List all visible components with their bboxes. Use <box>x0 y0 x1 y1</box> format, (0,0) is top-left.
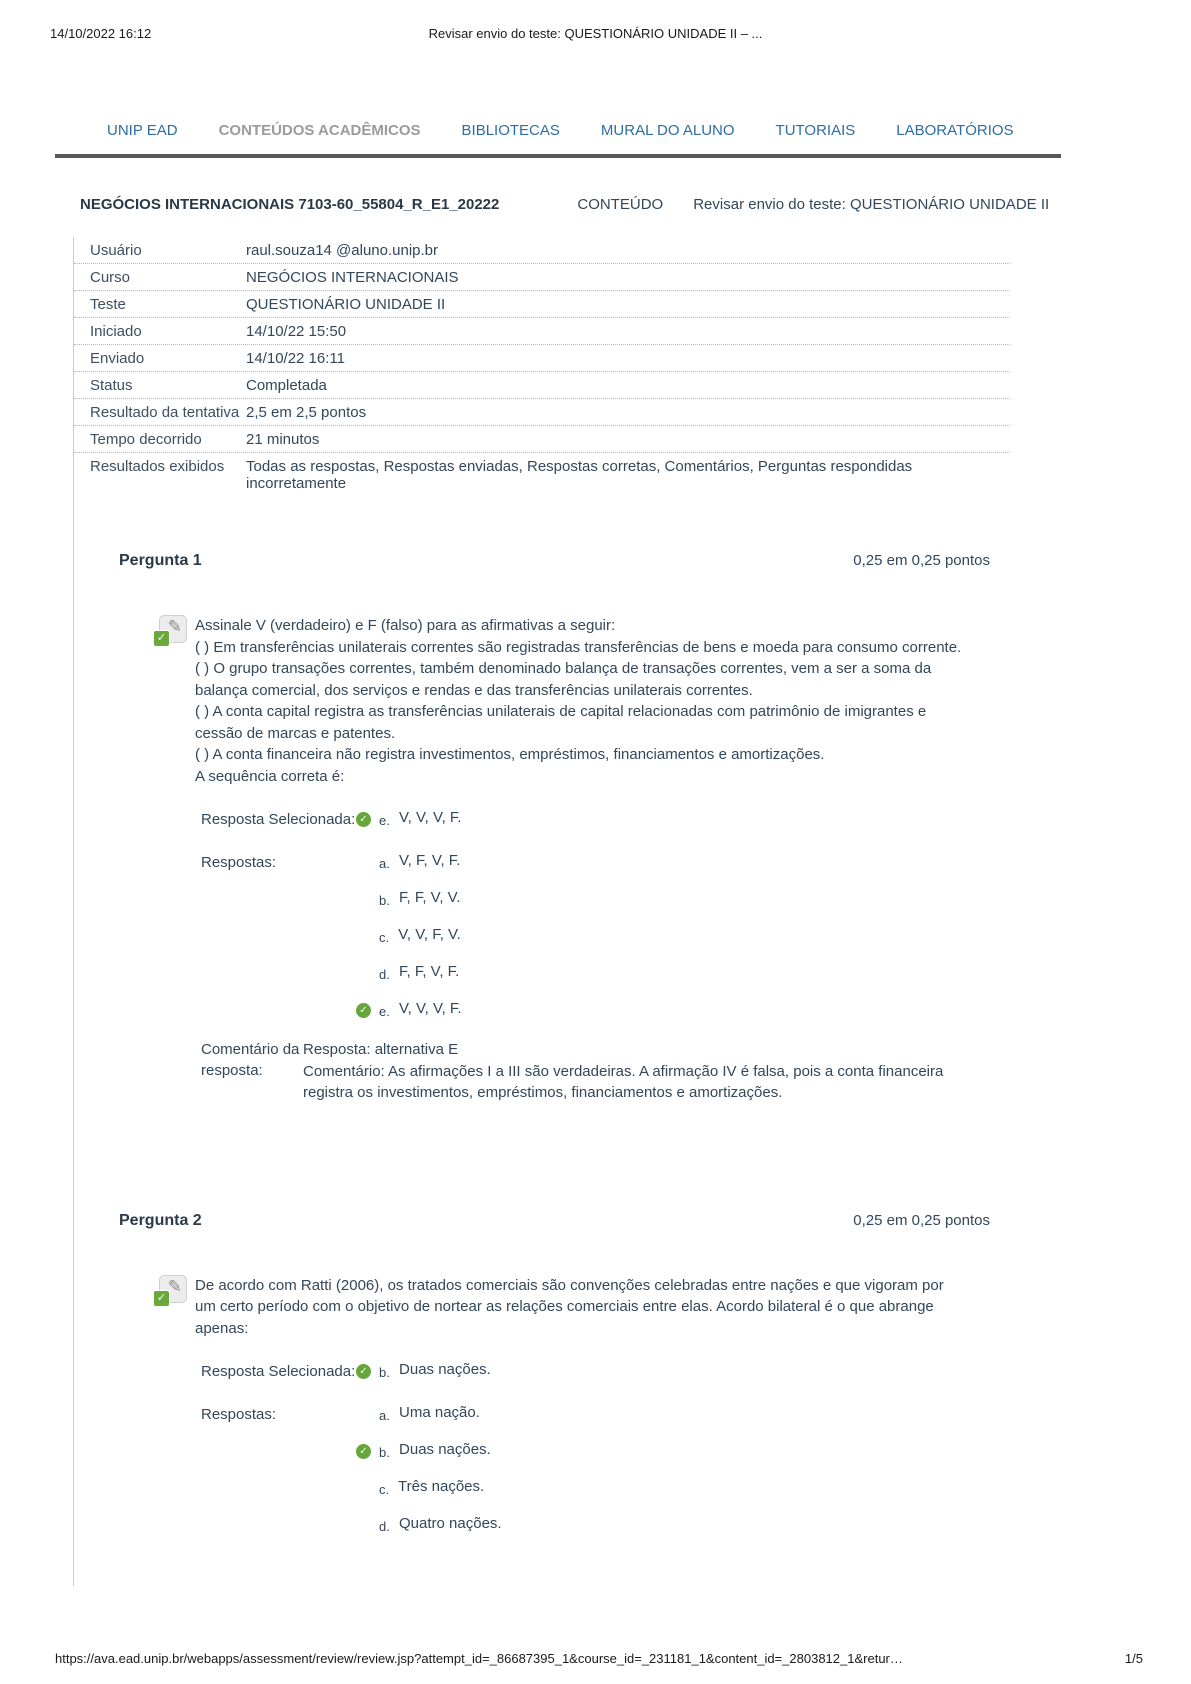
footer-url: https://ava.ead.unip.br/webapps/assessment/review/review.jsp?attempt_id=_86687395_1&course_id=_231181_1&content_id=_2803812_1&retur… <box>55 1651 903 1666</box>
answers-list <box>356 852 965 1037</box>
print-title: Revisar envio do teste: QUESTIONÁRIO UNIDADE II – ... <box>428 26 763 41</box>
nav-item-mural-do-aluno[interactable]: MURAL DO ALUNO <box>600 122 735 139</box>
table-row <box>74 318 1010 345</box>
nav-item-conteudos-academicos[interactable]: CONTEÚDOS ACADÊMICOS <box>218 122 421 139</box>
answer-text: F, F, V, F. <box>399 963 460 980</box>
info-value: 14/10/22 16:11 <box>246 350 345 367</box>
info-value: NEGÓCIOS INTERNACIONAIS <box>246 269 459 286</box>
info-value: raul.souza14 @aluno.unip.br <box>246 242 439 259</box>
info-label: Iniciado <box>90 323 142 340</box>
answer-letter: e. <box>379 1004 390 1019</box>
info-value: Todas as respostas, Respostas enviadas, Respostas corretas, Comentários, Perguntas respondidas incorretamente <box>246 458 913 492</box>
answer-letter: b. <box>379 893 390 908</box>
answers-list <box>356 1404 965 1552</box>
list-item <box>356 889 965 910</box>
info-value: 14/10/22 15:50 <box>246 323 347 340</box>
info-label: Resultados exibidos <box>90 458 225 475</box>
info-label: Resultado da tentativa <box>90 404 240 421</box>
question-points: 0,25 em 0,25 pontos <box>853 552 990 569</box>
info-label: Teste <box>90 296 126 313</box>
info-label: Curso <box>90 269 131 286</box>
question-title: Pergunta 2 <box>119 1211 202 1229</box>
list-item <box>356 963 965 984</box>
question-text-line: ( ) O grupo transações correntes, também denominado balança de transações correntes, vem a ser a soma da balança comercial, dos serviços e rendas e das transferências unilaterais correntes. <box>195 660 932 699</box>
selected-answer-label: Resposta Selecionada: <box>201 811 356 828</box>
list-item <box>356 1404 965 1425</box>
question-text-line: ( ) A conta financeira não registra investimentos, empréstimos, financiamentos e amortizações. <box>195 746 825 763</box>
info-label: Enviado <box>90 350 145 367</box>
nav-divider <box>55 154 1061 158</box>
answer-comment-row <box>74 1039 1010 1104</box>
question-title: Pergunta 1 <box>119 552 202 569</box>
question-type-icon <box>153 615 187 649</box>
question-text-line: De acordo com Ratti (2006), os tratados comerciais são convenções celebradas entre nações e que vigoram por um certo período com o objetivo de nortear as relações comerciais entre elas. Acordo bilateral é o que abrange apenas: <box>195 1276 944 1337</box>
answer-letter: a. <box>379 856 390 871</box>
main-content <box>73 237 1010 1586</box>
table-row <box>74 345 1010 372</box>
correct-badge-icon <box>153 630 170 647</box>
answer-text: V, V, V, F. <box>399 809 462 826</box>
table-row <box>74 426 1010 453</box>
question-2 <box>74 1212 1010 1553</box>
comment-line: Resposta: alternativa E <box>303 1041 459 1058</box>
answer-letter: a. <box>379 1408 390 1423</box>
correct-answer-icon <box>356 1444 371 1459</box>
nav-item-tutoriais[interactable]: TUTORIAIS <box>775 122 856 139</box>
footer-page-number: 1/5 <box>1124 1651 1143 1666</box>
info-value: Completada <box>246 377 327 394</box>
attempt-info-table <box>74 237 1010 496</box>
nav-item-unip-ead[interactable]: UNIP EAD <box>107 122 178 139</box>
question-text <box>195 1275 965 1340</box>
breadcrumb-course[interactable]: NEGÓCIOS INTERNACIONAIS 7103-60_55804_R_E1_20222 <box>80 196 500 213</box>
selected-answer-row <box>74 1361 1010 1398</box>
answers-row <box>74 1404 1010 1552</box>
table-row <box>74 264 1010 291</box>
list-item <box>356 926 965 947</box>
print-datetime: 14/10/2022 16:12 <box>50 26 152 41</box>
answer-letter: e. <box>379 813 390 828</box>
info-value: QUESTIONÁRIO UNIDADE II <box>246 296 446 313</box>
table-row <box>74 372 1010 399</box>
list-item <box>356 1000 965 1021</box>
correct-answer-icon <box>356 1003 371 1018</box>
answer-text: V, V, V, F. <box>399 1000 462 1017</box>
answers-label: Respostas: <box>201 854 277 871</box>
answer-text: Duas nações. <box>399 1361 491 1378</box>
correct-answer-icon <box>356 812 371 827</box>
list-item <box>356 852 965 873</box>
answer-letter: b. <box>379 1445 390 1460</box>
table-row <box>74 237 1010 264</box>
answer-letter: c. <box>379 1482 390 1497</box>
table-row <box>74 453 1010 496</box>
question-text-line: Assinale V (verdadeiro) e F (falso) para as afirmativas a seguir: <box>195 617 616 634</box>
breadcrumb <box>80 196 1191 213</box>
answer-letter: d. <box>379 1519 390 1534</box>
info-label: Usuário <box>90 242 142 259</box>
top-navigation <box>0 0 1191 139</box>
correct-badge-icon <box>153 1290 170 1307</box>
question-text-line: ( ) A conta capital registra as transferências unilaterais de capital relacionadas com patrimônio de imigrantes e cessão de marcas e patentes. <box>195 703 927 742</box>
answer-text: Duas nações. <box>399 1441 491 1458</box>
question-type-icon <box>153 1275 187 1309</box>
print-footer <box>55 1651 1143 1666</box>
list-item <box>356 1441 965 1462</box>
answer-letter: d. <box>379 967 390 982</box>
answer-text: V, F, V, F. <box>399 852 461 869</box>
nav-item-bibliotecas[interactable]: BIBLIOTECAS <box>461 122 560 139</box>
comment-line: Comentário: As afirmações I a III são verdadeiras. A afirmação IV é falsa, pois a conta financeira registra os investimentos, empréstimos, financiamentos e amortizações. <box>303 1062 944 1101</box>
answers-row <box>74 852 1010 1037</box>
question-header <box>74 1212 1010 1230</box>
question-text-line: ( ) Em transferências unilaterais correntes são registradas transferências de bens e moeda para consumo corrente. <box>195 638 962 656</box>
info-value: 2,5 em 2,5 pontos <box>246 404 367 421</box>
answer-letter: b. <box>379 1365 390 1380</box>
answer-text: F, F, V, V. <box>399 889 461 906</box>
info-label: Tempo decorrido <box>90 431 202 448</box>
answer-text: Uma nação. <box>399 1404 480 1421</box>
question-points: 0,25 em 0,25 pontos <box>853 1211 990 1229</box>
question-1 <box>74 552 1010 1104</box>
answers-label: Respostas: <box>201 1406 277 1423</box>
answer-text: Três nações. <box>398 1478 485 1495</box>
breadcrumb-conteudo[interactable]: CONTEÚDO <box>577 196 664 213</box>
question-text <box>195 615 965 787</box>
selected-answer-value <box>356 809 965 846</box>
selected-answer-value <box>356 1361 965 1398</box>
breadcrumb-page-title: Revisar envio do teste: QUESTIONÁRIO UNIDADE II <box>693 196 1050 213</box>
selected-answer-label: Resposta Selecionada: <box>201 1363 356 1380</box>
answer-text: V, V, F, V. <box>398 926 461 943</box>
info-value: 21 minutos <box>246 431 320 448</box>
table-row <box>74 399 1010 426</box>
nav-item-laboratorios[interactable]: LABORATÓRIOS <box>896 122 1014 139</box>
comment-value <box>303 1039 965 1104</box>
answer-text: Quatro nações. <box>399 1515 502 1532</box>
print-header <box>0 26 1191 41</box>
selected-answer-row <box>74 809 1010 846</box>
list-item <box>356 809 965 830</box>
question-body <box>74 1275 1010 1340</box>
table-row <box>74 291 1010 318</box>
question-text-line: A sequência correta é: <box>195 767 345 785</box>
answer-letter: c. <box>379 930 390 945</box>
question-header <box>74 552 1010 570</box>
info-label: Status <box>90 377 133 394</box>
list-item <box>356 1361 965 1382</box>
comment-label: Comentário da resposta: <box>201 1041 300 1079</box>
question-body <box>74 615 1010 787</box>
list-item <box>356 1515 965 1536</box>
list-item <box>356 1478 965 1499</box>
correct-answer-icon <box>356 1364 371 1379</box>
